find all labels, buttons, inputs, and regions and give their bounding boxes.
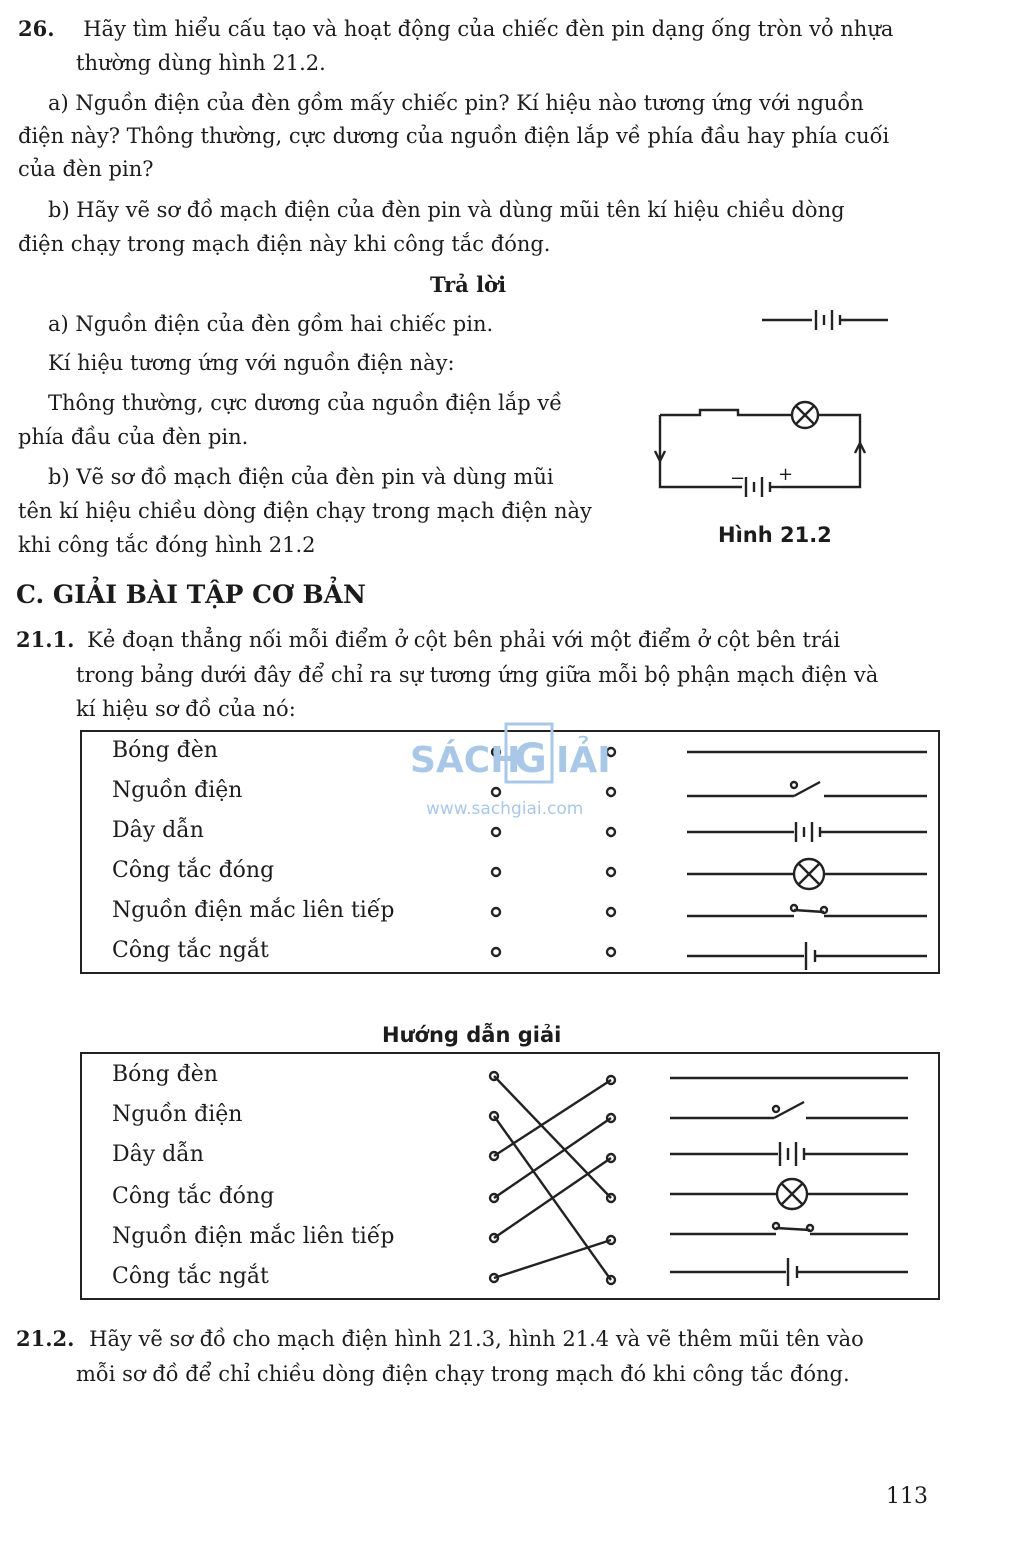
- solution-row-label: Công tắc ngắt: [112, 1264, 269, 1289]
- q26-part-a-3: của đèn pin?: [18, 157, 154, 181]
- left-dot: [492, 908, 500, 916]
- section-title: C. GIẢI BÀI TẬP CƠ BẢN: [16, 580, 366, 609]
- answer-line-4: phía đầu của đèn pin.: [18, 425, 249, 449]
- table-row-label: Công tắc ngắt: [112, 938, 269, 963]
- q21-2-text-2: mỗi sơ đồ để chỉ chiều dòng điện chạy trong mạch đó khi công tắc đóng.: [76, 1362, 850, 1386]
- q26-part-a-1: a) Nguồn điện của đèn gồm mấy chiếc pin? Kí hiệu nào tương ứng với nguồn: [48, 91, 864, 115]
- q26-part-b-2: điện chạy trong mạch điện này khi công tắc đóng.: [18, 232, 551, 256]
- table-row-label: Bóng đèn: [112, 738, 218, 763]
- table-row-label: Công tắc đóng: [112, 858, 275, 883]
- table-row-label: Nguồn điện: [112, 778, 243, 803]
- solution-row-label: Dây dẫn: [112, 1142, 204, 1167]
- watermark-logo: [410, 720, 630, 820]
- minus-sign: −: [730, 468, 746, 489]
- solution-row-label: Công tắc đóng: [112, 1184, 275, 1209]
- watermark-brand-g: G: [514, 736, 547, 782]
- q26-part-a-2: điện này? Thông thường, cực dương của nguồn điện lắp về phía đầu hay phía cuối: [18, 124, 890, 148]
- right-dot: [607, 948, 615, 956]
- solution-connection: [494, 1076, 611, 1198]
- q26-number: 26.: [18, 16, 55, 41]
- right-dot: [607, 908, 615, 916]
- right-dot: [607, 828, 615, 836]
- watermark-brand-right: IẢI: [556, 740, 611, 781]
- left-dot: [492, 828, 500, 836]
- q26-intro-1: Hãy tìm hiểu cấu tạo và hoạt động của chiếc đèn pin dạng ống tròn vỏ nhựa: [83, 17, 894, 41]
- battery-symbol: [760, 305, 890, 335]
- q21-2-text-1: Hãy vẽ sơ đồ cho mạch điện hình 21.3, hình 21.4 và vẽ thêm mũi tên vào: [89, 1327, 864, 1351]
- q21-2-line-1: [16, 1322, 864, 1356]
- table-row-label: Dây dẫn: [112, 818, 204, 843]
- answer-heading: Trả lời: [430, 272, 507, 297]
- solution-symbols: [82, 1054, 938, 1298]
- q21-2-number: 21.2.: [16, 1326, 75, 1351]
- q21-1-line-1: [16, 623, 840, 657]
- solution-connection: [494, 1080, 611, 1156]
- q21-1-text-1: Kẻ đoạn thẳng nối mỗi điểm ở cột bên phải với một điểm ở cột bên trái: [87, 628, 841, 652]
- q26-intro-2: thường dùng hình 21.2.: [76, 51, 326, 75]
- solution-connection: [494, 1118, 611, 1198]
- left-dot: [492, 948, 500, 956]
- left-dot: [492, 868, 500, 876]
- solution-connection: [494, 1240, 611, 1278]
- solution-row-label: Nguồn điện mắc liên tiếp: [112, 1224, 395, 1249]
- solution-connection: [494, 1158, 611, 1238]
- q21-1-number: 21.1.: [16, 627, 75, 652]
- answer-line-2: Kí hiệu tương ứng với nguồn điện này:: [48, 351, 455, 375]
- answer-line-3: Thông thường, cực dương của nguồn điện lắp về: [48, 391, 563, 415]
- right-dot: [607, 868, 615, 876]
- q26-part-b-1: b) Hãy vẽ sơ đồ mạch điện của đèn pin và dùng mũi tên kí hiệu chiều dòng: [48, 198, 845, 222]
- plus-sign: +: [778, 464, 794, 485]
- figure-21-2-circuit: [650, 395, 870, 505]
- q21-1-text-3: kí hiệu sơ đồ của nó:: [76, 697, 296, 721]
- solution-row-label: Bóng đèn: [112, 1062, 218, 1087]
- page-number: 113: [886, 1484, 928, 1509]
- solution-table: [80, 1052, 940, 1300]
- solution-heading: Hướng dẫn giải: [382, 1023, 562, 1047]
- q21-1-text-2: trong bảng dưới đây để chỉ ra sự tương ứng giữa mỗi bộ phận mạch điện và: [76, 663, 879, 687]
- answer-line-6: tên kí hiệu chiều dòng điện chạy trong mạch điện này: [18, 499, 592, 523]
- answer-line-5: b) Vẽ sơ đồ mạch điện của đèn pin và dùng mũi: [48, 465, 554, 489]
- q26-line-1: [18, 12, 893, 46]
- table-row-label: Nguồn điện mắc liên tiếp: [112, 898, 395, 923]
- solution-row-label: Nguồn điện: [112, 1102, 243, 1127]
- answer-line-1: a) Nguồn điện của đèn gồm hai chiếc pin.: [48, 312, 494, 336]
- watermark-brand-left: SÁCH: [410, 740, 521, 781]
- answer-line-7: khi công tắc đóng hình 21.2: [18, 533, 316, 557]
- watermark-url: www.sachgiai.com: [426, 799, 584, 819]
- figure-caption: Hình 21.2: [718, 523, 832, 547]
